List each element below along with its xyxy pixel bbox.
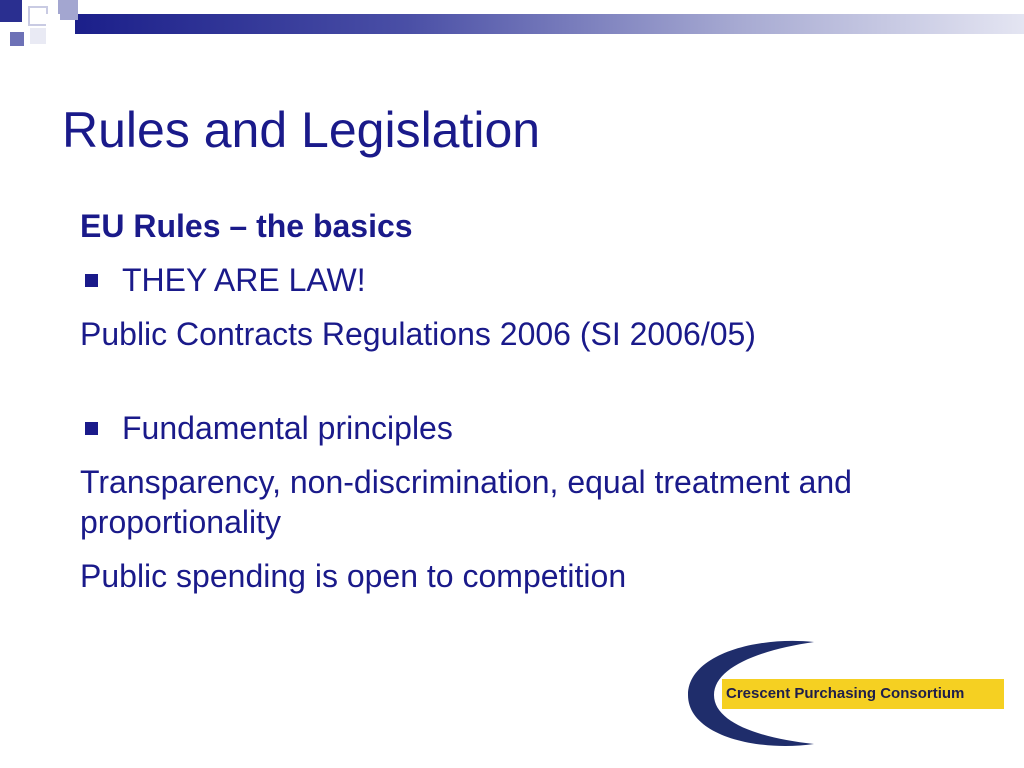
square-bullet-icon xyxy=(85,422,98,435)
section-heading: EU Rules – the basics xyxy=(80,208,413,244)
body-text: Public Contracts Regulations 2006 (SI 2006/05) xyxy=(80,316,756,352)
header-gradient-bar xyxy=(75,14,1024,34)
decor-square xyxy=(58,0,78,20)
body-text: Transparency, non-discrimination, equal treatment and proportionality xyxy=(80,464,852,540)
decor-square xyxy=(0,0,22,22)
organization-logo xyxy=(688,640,1008,750)
slide-title: Rules and Legislation xyxy=(62,102,541,158)
bullet-item xyxy=(80,408,980,448)
square-bullet-icon xyxy=(85,274,98,287)
decor-square xyxy=(10,32,24,46)
slide-body xyxy=(80,206,980,610)
bullet-text: Fundamental principles xyxy=(122,410,453,446)
decor-square xyxy=(30,28,46,44)
logo-text: Crescent Purchasing Consortium xyxy=(722,679,1004,709)
bullet-text: THEY ARE LAW! xyxy=(122,262,366,298)
body-text: Public spending is open to competition xyxy=(80,558,627,594)
decor-square xyxy=(28,6,48,26)
decor-square xyxy=(46,14,60,28)
bullet-item xyxy=(80,260,980,300)
